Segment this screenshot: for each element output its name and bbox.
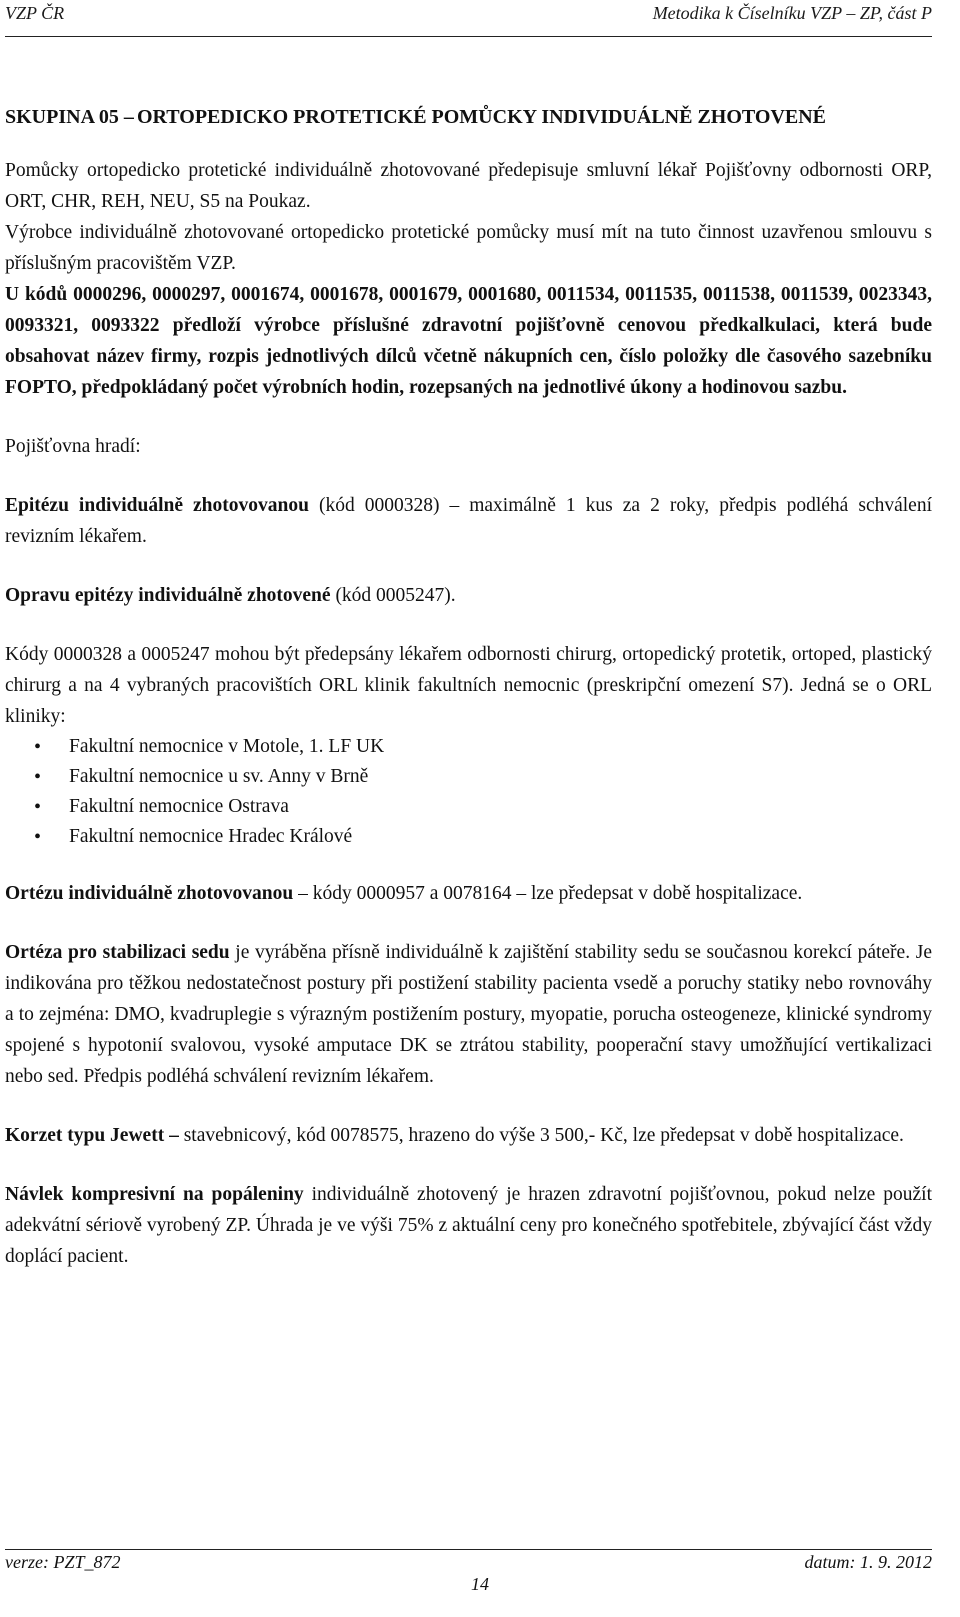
korzet-paragraph [5, 1120, 932, 1151]
list-item-text: Fakultní nemocnice Ostrava [69, 796, 289, 817]
stabilizace-label: Ortéza pro stabilizaci sedu [5, 942, 230, 963]
intro-paragraph-3 [5, 279, 932, 403]
bullet-icon: • [34, 766, 42, 788]
header-left-text: VZP ČR [5, 3, 65, 23]
bullet-icon: • [34, 826, 42, 848]
kody-paragraph: Kódy 0000328 a 0005247 mohou být předepsány lékařem odbornosti chirurg, ortopedický protetik, ortoped, plastický chirurg a na 4 vybraných pracovištích ORL klinik fakultních nemocnic (preskripční omezení S7). Jedná se o ORL kliniky: [5, 644, 932, 727]
orteza-label: Ortézu individuálně zhotovovanou [5, 883, 294, 904]
korzet-label: Korzet typu Jewett – [5, 1125, 179, 1146]
oprava-label: Opravu epitézy individuálně zhotovené [5, 585, 331, 606]
list-item-text: Fakultní nemocnice Hradec Králové [69, 826, 353, 847]
bullet-icon: • [34, 736, 42, 758]
navlek-label: Návlek kompresivní na popáleniny [5, 1184, 304, 1205]
stabilizace-paragraph [5, 937, 932, 1092]
orteza-text: – kódy 0000957 a 0078164 – lze předepsat v době hospitalizace. [293, 883, 803, 904]
orteza-paragraph [5, 878, 932, 909]
navlek-text: individuálně zhotovený je hrazen zdravotní pojišťovnou, pokud nelze použít adekvátní sériově vyrobený ZP. Úhrada je ve výši 75% z aktuální ceny pro konečného spotřebitele, zbývající část vždy doplácí pacient. [5, 1184, 932, 1267]
intro-paragraph-1: Pomůcky ortopedicko protetické individuálně zhotovované předepisuje smluvní lékař Pojišťovny odbornosti ORP, ORT, CHR, REH, NEU, S5 na Poukaz. [5, 160, 932, 212]
coverage-intro: Pojišťovna hradí: [5, 436, 141, 457]
header-right-text: Metodika k Číselníku VZP – ZP, část P [652, 3, 932, 23]
footer-date: datum: 1. 9. 2012 [804, 1552, 932, 1572]
list-item-text: Fakultní nemocnice v Motole, 1. LF UK [69, 736, 385, 757]
list-item [5, 792, 932, 822]
header-divider [5, 36, 932, 37]
list-item-text: Fakultní nemocnice u sv. Anny v Brně [69, 766, 369, 787]
footer-version: verze: PZT_872 [5, 1552, 121, 1572]
section-heading [5, 102, 932, 133]
list-item [5, 732, 932, 762]
epiteza-label: Epitézu individuálně zhotovovanou [5, 495, 309, 516]
section-heading-title: ORTOPEDICKO PROTETICKÉ POMŮCKY INDIVIDUÁLNĚ ZHOTOVENÉ [137, 106, 827, 128]
stabilizace-text: je vyráběna přísně individuálně k zajištění stability sedu se současnou korekcí páteře. Je indikována pro těžkou nedostatečnost postury při postižení stability pacienta vsedě a poruchy statiky nebo rovnováhy a to zejména: DMO, kvadruplegie s výrazným postižením postury, myopatie, porucha osteogeneze, klinické syndromy spojené s hypotonií svalovou, vysoké amputace DK se ztrátou stability, pooperační stavy umožňující vertikalizaci nebo sed. Předpis podléhá schválení revizním lékařem. [5, 942, 932, 1087]
epiteza-paragraph [5, 490, 932, 552]
oprava-paragraph [5, 580, 932, 611]
orl-clinics-list [5, 732, 932, 852]
cost-estimate-requirement: U kódů 0000296, 0000297, 0001674, 0001678, 0001679, 0001680, 0011534, 0011535, 0011538, 0011539, 0023343, 0093321, 0093322 předloží výrobce příslušné zdravotní pojišťovně cenovou předkalkulaci, která bude obsahovat název firmy, rozpis jednotlivých dílců včetně nákupních cen, číslo položky dle časového sazebníku FOPTO, předpokládaný počet výrobních hodin, rozepsaných na jednotlivé úkony a hodinovou sazbu. [5, 284, 932, 398]
document-body [5, 102, 932, 1300]
footer-divider [5, 1549, 932, 1550]
epiteza-text: (kód 0000328) – maximálně 1 kus za 2 roky, předpis podléhá schválení revizním lékařem. [5, 495, 932, 547]
list-item [5, 822, 932, 852]
section-heading-number: SKUPINA 05 – [5, 106, 134, 128]
page-header [5, 3, 932, 33]
oprava-text: (kód 0005247). [330, 585, 456, 606]
list-item [5, 762, 932, 792]
korzet-text: stavebnicový, kód 0078575, hrazeno do výše 3 500,- Kč, lze předepsat v době hospitalizace. [178, 1125, 904, 1146]
navlek-paragraph [5, 1179, 932, 1272]
intro-paragraph-2: Výrobce individuálně zhotovované ortopedicko protetické pomůcky musí mít na tuto činnost uzavřenou smlouvu s příslušným pracovištěm VZP. [5, 222, 932, 274]
page-number: 14 [471, 1574, 489, 1594]
bullet-icon: • [34, 796, 42, 818]
